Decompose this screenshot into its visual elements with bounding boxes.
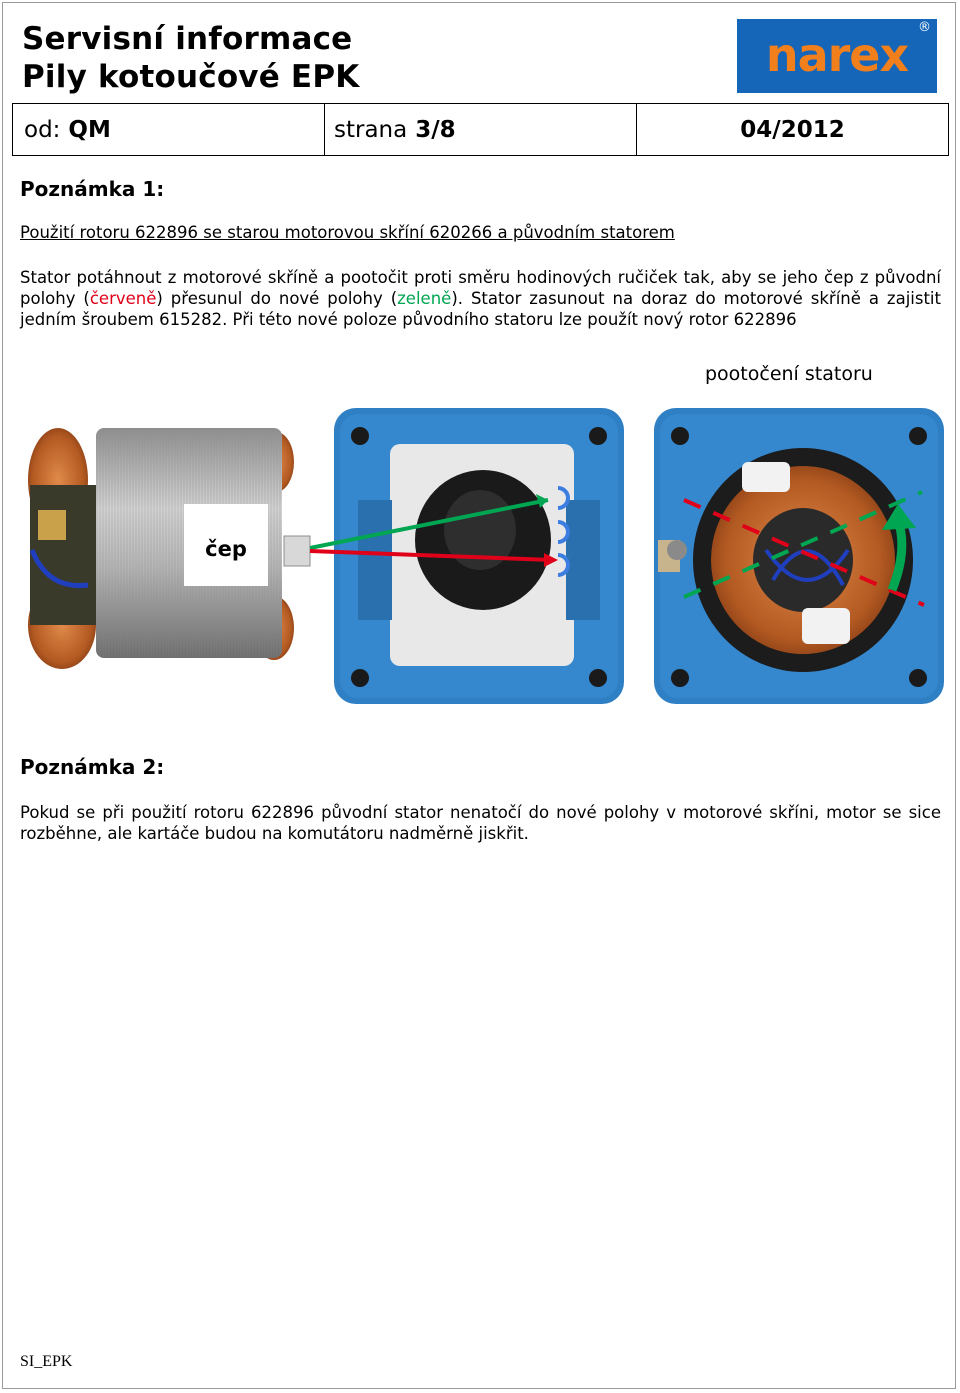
document-subtitle: Pily kotoučové EPK — [22, 59, 360, 95]
pin-label: čep — [205, 537, 247, 561]
meta-page — [325, 104, 637, 155]
meta-from — [13, 104, 325, 155]
note2-paragraph: Pokud se při použití rotoru 622896 původní stator nenatočí do nové polohy v motorové skříni, motor se sice rozběhne, ale kartáče budou na komutátoru nadměrně jiskřit. — [20, 803, 941, 843]
stator-rotation-figure — [18, 400, 946, 710]
note2-heading: Poznámka 2: — [20, 755, 165, 779]
figure-caption: pootočení statoru — [705, 363, 873, 385]
narex-logo — [737, 19, 937, 93]
meta-page-label: strana — [334, 116, 408, 143]
red-word: červeně — [89, 289, 157, 308]
meta-from-label: od: — [24, 116, 61, 143]
note1-text-a: Stator potáhnout z motorové skříně a pootočit proti směru hodinových ručiček tak, aby se jeho čep z původní polohy ( — [20, 268, 941, 308]
meta-from-value: QM — [68, 116, 111, 143]
note1-text-b: ) přesunul do nové polohy ( — [156, 289, 398, 308]
note1-subtitle: Použití rotoru 622896 se starou motorovou skříní 620266 a původním statorem — [20, 223, 675, 242]
note1-text-c: ). Stator zasunout na doraz do motorové skříně a zajistit jedním šroubem 615282. Při této nové poloze původního statoru lze použít nový rotor 622896 — [20, 289, 941, 329]
meta-table — [12, 103, 949, 156]
footer-code: SI_EPK — [20, 1353, 73, 1370]
housing-with-stator-photo — [654, 408, 944, 704]
registered-mark: ® — [918, 20, 931, 35]
meta-page-value: 3/8 — [415, 116, 456, 143]
green-word: zeleně — [397, 289, 452, 308]
stator-photo — [28, 428, 310, 669]
document-title: Servisní informace — [22, 21, 353, 57]
meta-date: 04/2012 — [740, 116, 845, 143]
note1-heading: Poznámka 1: — [20, 177, 165, 201]
note1-paragraph — [20, 267, 941, 330]
logo-wordmark: narex — [765, 28, 909, 82]
